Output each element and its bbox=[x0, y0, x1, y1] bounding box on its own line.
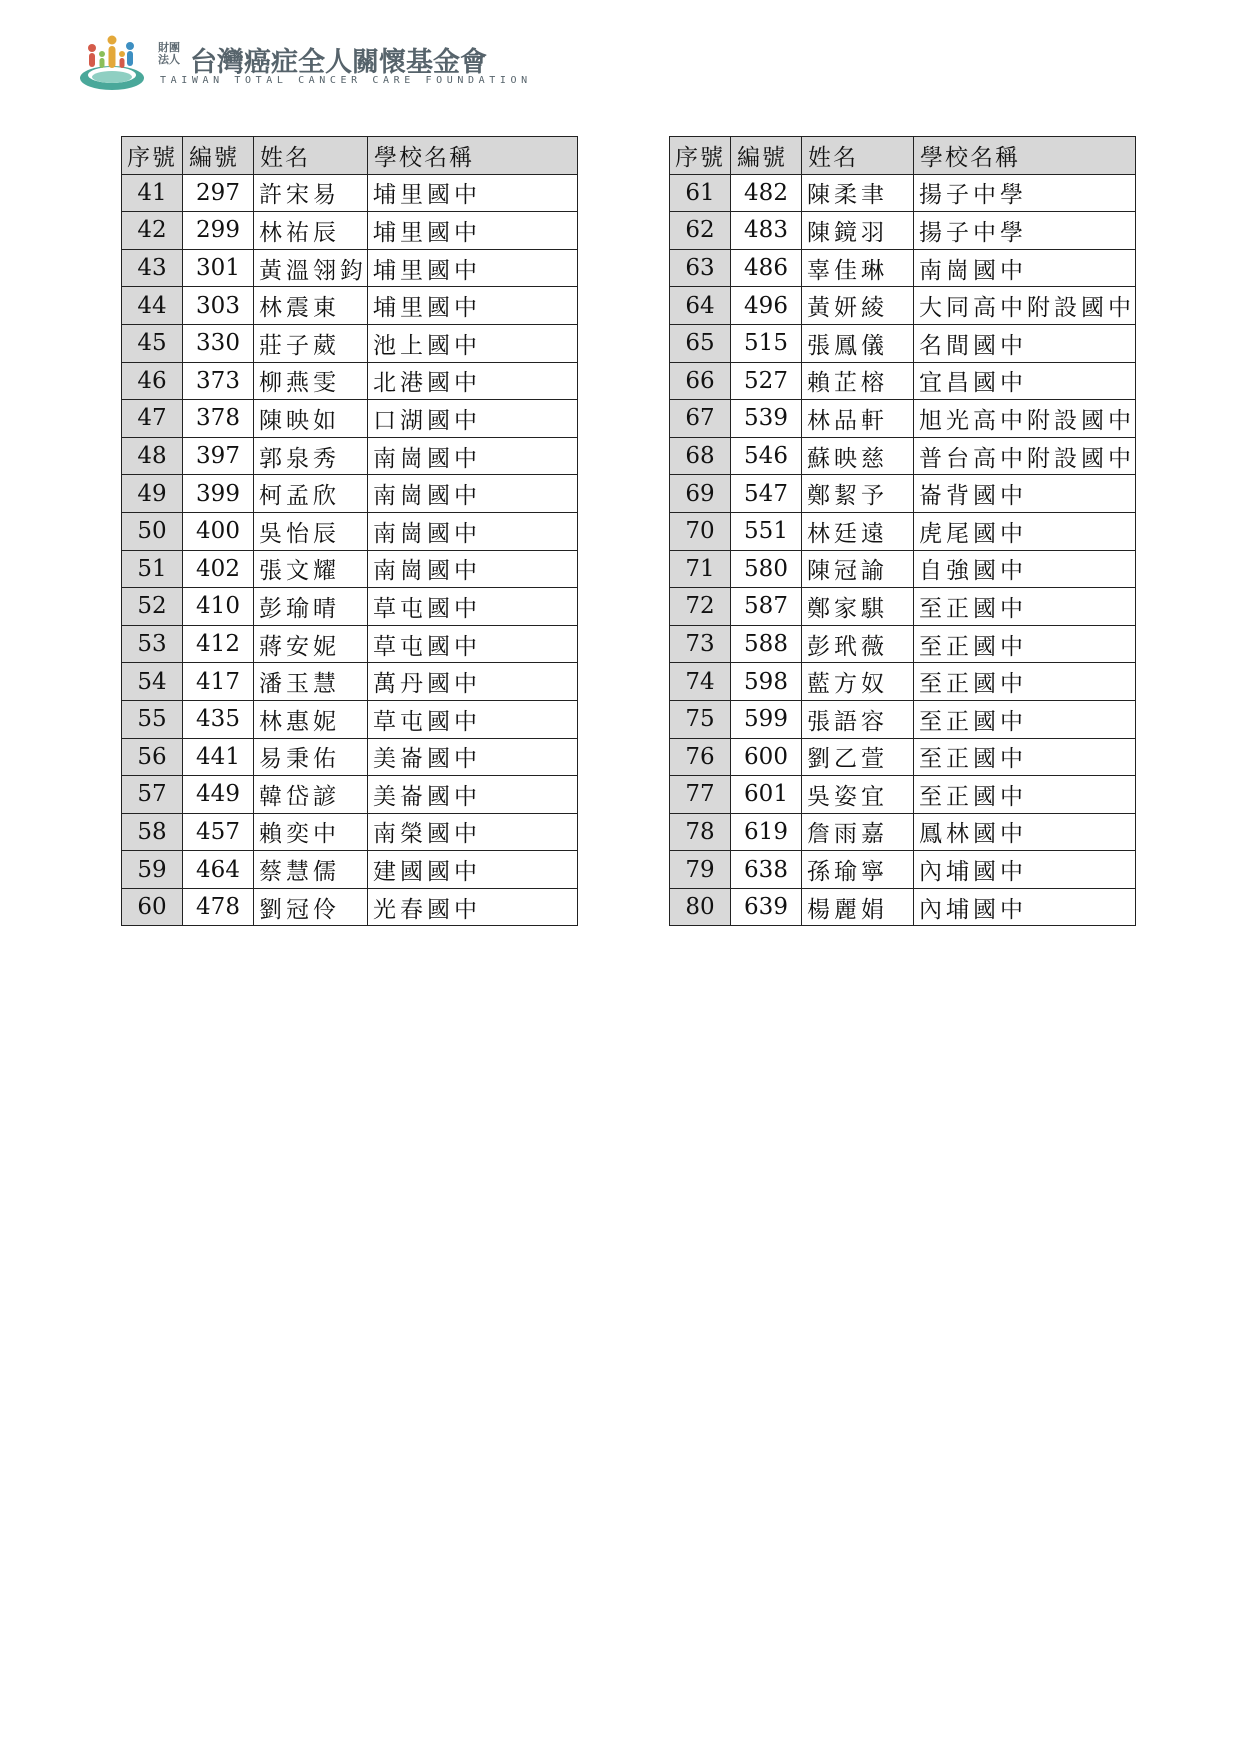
cell-seq: 51 bbox=[122, 550, 183, 588]
cell-seq: 61 bbox=[670, 174, 731, 212]
table-row bbox=[670, 287, 1136, 325]
cell-name: 鄭家騏 bbox=[802, 588, 914, 626]
column-header-school: 學校名稱 bbox=[368, 137, 578, 175]
cell-seq: 54 bbox=[122, 663, 183, 701]
cell-name: 易秉佑 bbox=[254, 738, 368, 776]
cell-id: 373 bbox=[183, 362, 254, 400]
cell-seq: 44 bbox=[122, 287, 183, 325]
cell-school: 揚子中學 bbox=[914, 174, 1136, 212]
cell-name: 張語容 bbox=[802, 700, 914, 738]
cell-id: 378 bbox=[183, 400, 254, 438]
cell-seq: 73 bbox=[670, 625, 731, 663]
cell-name: 孫瑜寧 bbox=[802, 851, 914, 889]
cell-school: 埔里國中 bbox=[368, 212, 578, 250]
cell-school: 至正國中 bbox=[914, 738, 1136, 776]
cell-id: 482 bbox=[731, 174, 802, 212]
table-row bbox=[122, 663, 578, 701]
cell-school: 北港國中 bbox=[368, 362, 578, 400]
org-name: 台灣癌症全人關懷基金會 bbox=[190, 47, 487, 78]
table-row bbox=[670, 663, 1136, 701]
cell-id: 297 bbox=[183, 174, 254, 212]
cell-name: 張文耀 bbox=[254, 550, 368, 588]
cell-name: 黃溫翎鈞 bbox=[254, 249, 368, 287]
cell-seq: 42 bbox=[122, 212, 183, 250]
cell-name: 莊子葳 bbox=[254, 324, 368, 362]
cell-seq: 74 bbox=[670, 663, 731, 701]
cell-school: 至正國中 bbox=[914, 663, 1136, 701]
cell-school: 旭光高中附設國中 bbox=[914, 400, 1136, 438]
cell-school: 池上國中 bbox=[368, 324, 578, 362]
table-row bbox=[122, 512, 578, 550]
cell-id: 397 bbox=[183, 437, 254, 475]
cell-seq: 80 bbox=[670, 888, 731, 926]
table-row bbox=[122, 249, 578, 287]
table-row bbox=[670, 212, 1136, 250]
cell-id: 441 bbox=[183, 738, 254, 776]
cell-id: 486 bbox=[731, 249, 802, 287]
cell-school: 南崗國中 bbox=[368, 475, 578, 513]
cell-id: 600 bbox=[731, 738, 802, 776]
table-row bbox=[670, 851, 1136, 889]
table-row bbox=[122, 400, 578, 438]
cell-seq: 78 bbox=[670, 813, 731, 851]
table-row bbox=[670, 174, 1136, 212]
cell-school: 內埔國中 bbox=[914, 888, 1136, 926]
cell-name: 黃妍綾 bbox=[802, 287, 914, 325]
cell-id: 551 bbox=[731, 512, 802, 550]
cell-name: 林震東 bbox=[254, 287, 368, 325]
table-row bbox=[122, 324, 578, 362]
table-row bbox=[670, 625, 1136, 663]
cell-school: 建國國中 bbox=[368, 851, 578, 889]
cell-id: 301 bbox=[183, 249, 254, 287]
cell-seq: 79 bbox=[670, 851, 731, 889]
table-row bbox=[122, 776, 578, 814]
org-english-name: TAIWAN TOTAL CANCER CARE FOUNDATION bbox=[160, 75, 532, 86]
table-row bbox=[670, 437, 1136, 475]
cell-name: 鄭絜予 bbox=[802, 475, 914, 513]
cell-seq: 47 bbox=[122, 400, 183, 438]
cell-name: 潘玉慧 bbox=[254, 663, 368, 701]
cell-id: 457 bbox=[183, 813, 254, 851]
cell-id: 587 bbox=[731, 588, 802, 626]
cell-name: 陳冠諭 bbox=[802, 550, 914, 588]
cell-id: 483 bbox=[731, 212, 802, 250]
cell-seq: 60 bbox=[122, 888, 183, 926]
cell-seq: 64 bbox=[670, 287, 731, 325]
cell-name: 蘇映慈 bbox=[802, 437, 914, 475]
cell-id: 580 bbox=[731, 550, 802, 588]
cell-name: 林廷遠 bbox=[802, 512, 914, 550]
cell-name: 陳柔聿 bbox=[802, 174, 914, 212]
cell-id: 435 bbox=[183, 700, 254, 738]
cell-name: 陳映如 bbox=[254, 400, 368, 438]
cell-seq: 52 bbox=[122, 588, 183, 626]
table-row bbox=[122, 738, 578, 776]
cell-school: 至正國中 bbox=[914, 776, 1136, 814]
cell-name: 賴芷榕 bbox=[802, 362, 914, 400]
cell-name: 詹雨嘉 bbox=[802, 813, 914, 851]
table-row bbox=[122, 174, 578, 212]
cell-school: 至正國中 bbox=[914, 700, 1136, 738]
cell-name: 彭瑜晴 bbox=[254, 588, 368, 626]
cell-school: 宜昌國中 bbox=[914, 362, 1136, 400]
table-row bbox=[122, 888, 578, 926]
cell-school: 虎尾國中 bbox=[914, 512, 1136, 550]
cell-name: 郭泉秀 bbox=[254, 437, 368, 475]
cell-school: 美崙國中 bbox=[368, 738, 578, 776]
cell-school: 草屯國中 bbox=[368, 625, 578, 663]
column-header-seq: 序號 bbox=[670, 137, 731, 175]
cell-id: 496 bbox=[731, 287, 802, 325]
cell-seq: 68 bbox=[670, 437, 731, 475]
cell-school: 至正國中 bbox=[914, 588, 1136, 626]
cell-seq: 50 bbox=[122, 512, 183, 550]
cell-seq: 48 bbox=[122, 437, 183, 475]
table-row bbox=[670, 550, 1136, 588]
table-row bbox=[670, 888, 1136, 926]
cell-id: 399 bbox=[183, 475, 254, 513]
cell-id: 330 bbox=[183, 324, 254, 362]
cell-school: 大同高中附設國中 bbox=[914, 287, 1136, 325]
column-header-seq: 序號 bbox=[122, 137, 183, 175]
cell-school: 普台高中附設國中 bbox=[914, 437, 1136, 475]
cell-name: 辜佳琳 bbox=[802, 249, 914, 287]
table-row bbox=[670, 475, 1136, 513]
table-row bbox=[670, 700, 1136, 738]
cell-seq: 56 bbox=[122, 738, 183, 776]
column-header-id: 編號 bbox=[183, 137, 254, 175]
column-header-id: 編號 bbox=[731, 137, 802, 175]
cell-seq: 75 bbox=[670, 700, 731, 738]
cell-seq: 49 bbox=[122, 475, 183, 513]
cell-school: 草屯國中 bbox=[368, 700, 578, 738]
cell-name: 陳鏡羽 bbox=[802, 212, 914, 250]
cell-id: 638 bbox=[731, 851, 802, 889]
table-row bbox=[122, 437, 578, 475]
cell-id: 599 bbox=[731, 700, 802, 738]
cell-school: 美崙國中 bbox=[368, 776, 578, 814]
cell-name: 許宋易 bbox=[254, 174, 368, 212]
cell-id: 303 bbox=[183, 287, 254, 325]
table-row bbox=[670, 324, 1136, 362]
cell-id: 478 bbox=[183, 888, 254, 926]
cell-id: 639 bbox=[731, 888, 802, 926]
cell-id: 402 bbox=[183, 550, 254, 588]
table-row bbox=[122, 287, 578, 325]
cell-school: 揚子中學 bbox=[914, 212, 1136, 250]
cell-school: 埔里國中 bbox=[368, 249, 578, 287]
table-row bbox=[670, 400, 1136, 438]
cell-name: 藍方奴 bbox=[802, 663, 914, 701]
cell-seq: 62 bbox=[670, 212, 731, 250]
cell-seq: 67 bbox=[670, 400, 731, 438]
table-row bbox=[670, 813, 1136, 851]
cell-seq: 58 bbox=[122, 813, 183, 851]
table-row bbox=[670, 512, 1136, 550]
cell-seq: 66 bbox=[670, 362, 731, 400]
cell-name: 蔡慧儒 bbox=[254, 851, 368, 889]
cell-seq: 45 bbox=[122, 324, 183, 362]
table-row bbox=[122, 625, 578, 663]
cell-name: 柯孟欣 bbox=[254, 475, 368, 513]
column-header-school: 學校名稱 bbox=[914, 137, 1136, 175]
cell-seq: 59 bbox=[122, 851, 183, 889]
cell-seq: 46 bbox=[122, 362, 183, 400]
cell-name: 劉乙萱 bbox=[802, 738, 914, 776]
cell-name: 吳怡辰 bbox=[254, 512, 368, 550]
cell-id: 601 bbox=[731, 776, 802, 814]
table-row bbox=[670, 588, 1136, 626]
cell-id: 547 bbox=[731, 475, 802, 513]
cell-seq: 77 bbox=[670, 776, 731, 814]
cell-seq: 63 bbox=[670, 249, 731, 287]
cell-name: 賴奕中 bbox=[254, 813, 368, 851]
cell-id: 400 bbox=[183, 512, 254, 550]
cell-seq: 76 bbox=[670, 738, 731, 776]
table-header-row bbox=[122, 137, 578, 175]
cell-school: 至正國中 bbox=[914, 625, 1136, 663]
cell-name: 韓岱諺 bbox=[254, 776, 368, 814]
cell-school: 埔里國中 bbox=[368, 174, 578, 212]
cell-name: 林惠妮 bbox=[254, 700, 368, 738]
cell-school: 草屯國中 bbox=[368, 588, 578, 626]
people-circle-logo-icon bbox=[78, 34, 146, 92]
cell-name: 蔣安妮 bbox=[254, 625, 368, 663]
foundation-logo bbox=[78, 34, 532, 94]
cell-name: 林祐辰 bbox=[254, 212, 368, 250]
cell-school: 光春國中 bbox=[368, 888, 578, 926]
cell-id: 539 bbox=[731, 400, 802, 438]
cell-name: 劉冠伶 bbox=[254, 888, 368, 926]
cell-school: 南崗國中 bbox=[914, 249, 1136, 287]
org-type-label: 財團法人 bbox=[158, 41, 180, 66]
table-row bbox=[122, 550, 578, 588]
cell-id: 449 bbox=[183, 776, 254, 814]
table-row bbox=[122, 588, 578, 626]
cell-seq: 53 bbox=[122, 625, 183, 663]
cell-school: 自強國中 bbox=[914, 550, 1136, 588]
cell-seq: 55 bbox=[122, 700, 183, 738]
cell-id: 588 bbox=[731, 625, 802, 663]
cell-school: 崙背國中 bbox=[914, 475, 1136, 513]
cell-id: 299 bbox=[183, 212, 254, 250]
cell-seq: 70 bbox=[670, 512, 731, 550]
cell-name: 張鳳儀 bbox=[802, 324, 914, 362]
roster-table-right bbox=[669, 136, 1136, 926]
cell-id: 464 bbox=[183, 851, 254, 889]
table-row bbox=[122, 475, 578, 513]
table-row bbox=[122, 212, 578, 250]
table-row bbox=[122, 851, 578, 889]
cell-id: 598 bbox=[731, 663, 802, 701]
column-header-name: 姓名 bbox=[802, 137, 914, 175]
cell-name: 柳燕雯 bbox=[254, 362, 368, 400]
cell-seq: 41 bbox=[122, 174, 183, 212]
cell-seq: 43 bbox=[122, 249, 183, 287]
table-row bbox=[670, 362, 1136, 400]
cell-name: 楊麗娟 bbox=[802, 888, 914, 926]
table-row bbox=[122, 700, 578, 738]
cell-school: 南崗國中 bbox=[368, 550, 578, 588]
cell-id: 619 bbox=[731, 813, 802, 851]
cell-school: 萬丹國中 bbox=[368, 663, 578, 701]
cell-school: 鳳林國中 bbox=[914, 813, 1136, 851]
table-row bbox=[670, 776, 1136, 814]
cell-id: 412 bbox=[183, 625, 254, 663]
cell-seq: 65 bbox=[670, 324, 731, 362]
cell-seq: 72 bbox=[670, 588, 731, 626]
cell-id: 515 bbox=[731, 324, 802, 362]
table-row bbox=[122, 362, 578, 400]
table-header-row bbox=[670, 137, 1136, 175]
cell-id: 546 bbox=[731, 437, 802, 475]
cell-id: 410 bbox=[183, 588, 254, 626]
cell-name: 彭玳薇 bbox=[802, 625, 914, 663]
cell-seq: 71 bbox=[670, 550, 731, 588]
cell-seq: 57 bbox=[122, 776, 183, 814]
roster-table-left bbox=[121, 136, 578, 926]
table-row bbox=[670, 249, 1136, 287]
cell-name: 吳姿宜 bbox=[802, 776, 914, 814]
cell-school: 南崗國中 bbox=[368, 512, 578, 550]
cell-seq: 69 bbox=[670, 475, 731, 513]
cell-school: 內埔國中 bbox=[914, 851, 1136, 889]
cell-school: 埔里國中 bbox=[368, 287, 578, 325]
cell-name: 林品軒 bbox=[802, 400, 914, 438]
table-row bbox=[122, 813, 578, 851]
column-header-name: 姓名 bbox=[254, 137, 368, 175]
cell-school: 口湖國中 bbox=[368, 400, 578, 438]
cell-id: 417 bbox=[183, 663, 254, 701]
cell-school: 名間國中 bbox=[914, 324, 1136, 362]
table-row bbox=[670, 738, 1136, 776]
cell-school: 南崗國中 bbox=[368, 437, 578, 475]
cell-id: 527 bbox=[731, 362, 802, 400]
cell-school: 南榮國中 bbox=[368, 813, 578, 851]
